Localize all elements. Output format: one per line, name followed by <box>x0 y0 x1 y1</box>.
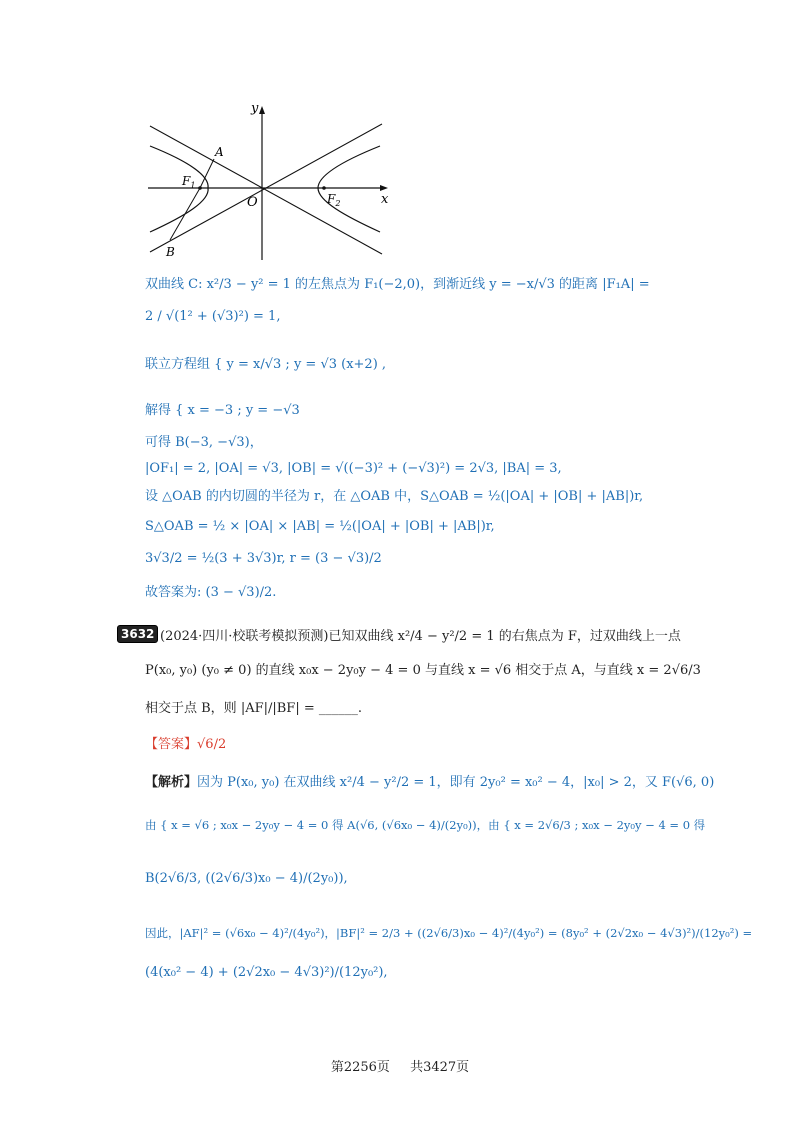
solution-line-7: 设 △OAB 的内切圆的半径为 r，在 △OAB 中，S△OAB = ½(|OA| + |OB| + |AB|)r, <box>145 489 644 504</box>
answer-label: 【答案】 <box>145 737 198 752</box>
solution-line-8: S△OAB = ½ × |OA| × |AB| = ½(|OA| + |OB| + |AB|)r, <box>145 519 495 534</box>
solution-line-5: 可得 B(−3, −√3)， <box>145 435 263 450</box>
solution-line-2: 2 / √(1² + (√3)²) = 1, <box>145 309 281 324</box>
analysis-line-4: 因此，|AF|² = (√6x₀ − 4)²/(4y₀²)，|BF|² = 2/3 + ((2√6/3)x₀ − 4)²/(4y₀²) = (8y₀² + (2√2x₀ − 4√3)²)/(12y₀²) = <box>145 926 753 940</box>
analysis-text-1: 因为 P(x₀, y₀) 在双曲线 x²/4 − y²/2 = 1，即有 2y₀² = x₀² − 4，|x₀| > 2，又 F(√6, 0) <box>197 775 715 790</box>
footer-page-number: 第2256页 <box>330 1060 390 1075</box>
label-o: O <box>247 195 258 210</box>
point-f1 <box>198 186 202 190</box>
point-f2 <box>322 186 326 190</box>
label-x: x <box>381 192 389 207</box>
analysis-line-5: (4(x₀² − 4) + (2√2x₀ − 4√3)²)/(12y₀²), <box>145 965 388 980</box>
answer-value: √6/2 <box>197 737 227 752</box>
solution-line-4: 解得 { x = −3 ; y = −√3 <box>145 403 300 418</box>
solution-line-9: 3√3/2 = ½(3 + 3√3)r, r = (3 − √3)/2 <box>145 551 382 566</box>
x-axis-arrow-icon <box>380 185 388 191</box>
problem-number-badge: 3632 <box>117 625 158 643</box>
problem-line-1: (2024·四川·校联考模拟预测)已知双曲线 x²/4 − y²/2 = 1 的右焦点为 F，过双曲线上一点 <box>160 629 681 644</box>
solution-line-3: 联立方程组 { y = x/√3 ; y = √3 (x+2) , <box>145 357 387 372</box>
analysis-line-1 <box>145 774 714 792</box>
solution-line-6: |OF₁| = 2, |OA| = √3, |OB| = √((−3)² + (−√3)²) = 2√3, |BA| = 3, <box>145 461 562 476</box>
label-a: A <box>215 145 224 159</box>
y-axis-arrow-icon <box>259 106 265 114</box>
asymptote-1 <box>150 126 382 254</box>
solution-line-1: 双曲线 C: x²/3 − y² = 1 的左焦点为 F₁(−2,0)，到渐近线 y = −x/√3 的距离 |F₁A| = <box>145 277 650 292</box>
problem-line-3: 相交于点 B，则 |AF|/|BF| = ______. <box>145 701 362 716</box>
segment-f1-a <box>200 159 214 188</box>
hyperbola-figure <box>0 0 800 270</box>
problem-line-2: P(x₀, y₀) (y₀ ≠ 0) 的直线 x₀x − 2y₀y − 4 = 0 与直线 x = √6 相交于点 A，与直线 x = 2√6/3 <box>145 663 701 678</box>
label-y: y <box>251 101 259 116</box>
analysis-line-2: 由 { x = √6 ; x₀x − 2y₀y − 4 = 0 得 A(√6, (√6x₀ − 4)/(2y₀))，由 { x = 2√6/3 ; x₀x − 2y₀y − 4 = 0 得 <box>145 818 706 832</box>
page-footer <box>0 1056 800 1075</box>
label-b: B <box>166 245 175 259</box>
label-f1: $F_1$ <box>182 174 196 190</box>
footer-total-pages: 共3427页 <box>410 1060 470 1075</box>
answer-row <box>145 736 226 754</box>
analysis-line-3: B(2√6/3, ((2√6/3)x₀ − 4)/(2y₀)), <box>145 871 348 886</box>
solution-line-10: 故答案为: (3 − √3)/2. <box>145 585 277 600</box>
label-f2: $F_2$ <box>327 192 341 208</box>
right-branch <box>318 146 380 232</box>
analysis-label: 【解析】 <box>145 775 198 790</box>
